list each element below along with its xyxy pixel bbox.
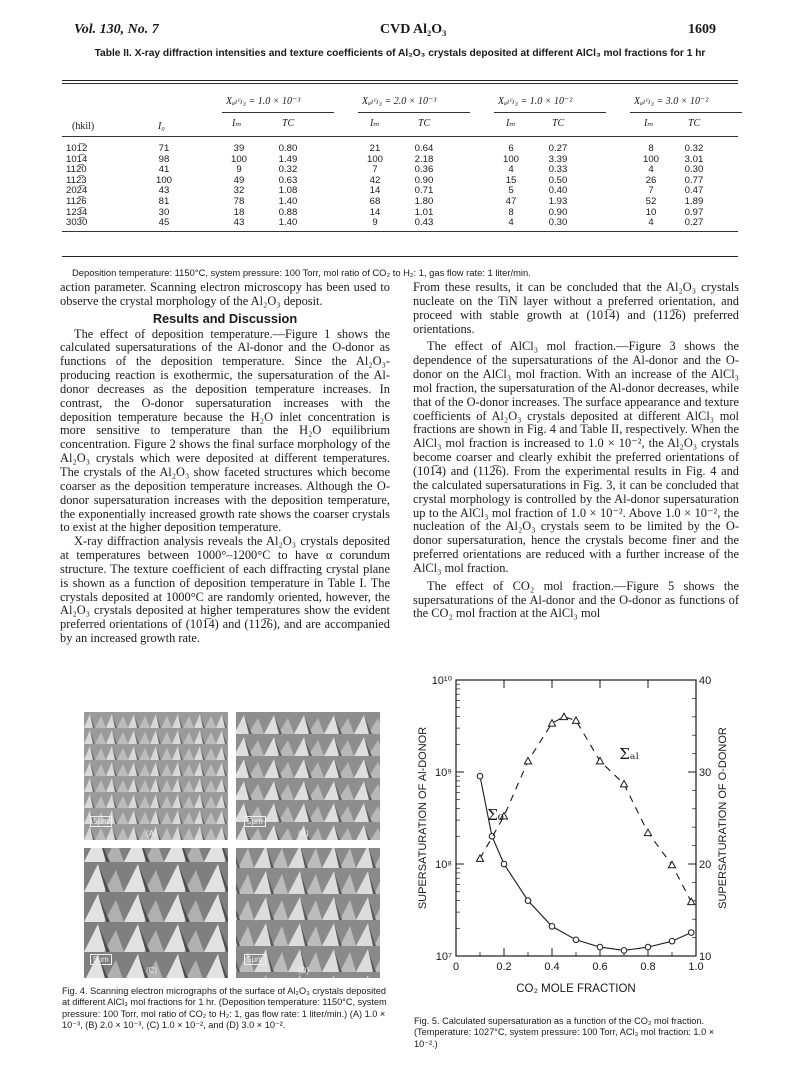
x-tick-label: 0: [452, 961, 460, 973]
col-header-im-3: Iₘ: [506, 118, 516, 129]
data-point-triangle: [644, 829, 651, 835]
table-cell: 1.40: [278, 195, 298, 207]
table-cell: 7: [372, 164, 378, 176]
table-cell: 14: [369, 185, 381, 197]
y-left-tick-label: 10⁷: [435, 951, 452, 963]
table-bottom-rule: [62, 231, 738, 232]
group-rule-2: [358, 112, 470, 113]
table-cell: 43: [233, 217, 245, 229]
paragraph: The effect of AlCl₃ mol fraction.—Figure 3 shows the dependence of the supersaturations of the Al-donor and the O-donor on the AlCl₃ mol fraction. With an increase of the AlCl₃ mol fraction, the supersaturation of the Al-donor decreases, while that of the O-donor increases. The surface appearance and texture coefficients of Al₂O₃ crystals deposited at different AlCl₃ mol fractions are shown in Fig. 4 and Table II, respectively. When the AlCl₃ mol fraction is increased to 1.0 × 10⁻², the Al₂O₃ crystals become coarser and clearly exhibit the preferred orientations of (101̅4) and (112̅6). From the experimental results in Fig. 4 and the calculated supersaturations in Fig. 3, it can be concluded that crystal morphology is controlled by the Al-donor supersaturation up to the AlCl₃ mol fraction of 1.0 × 10⁻². Above 1.0 × 10⁻², the nucleation of the Al₂O₃ crystals seem to be limited by the O-donor supersaturation, hence the crystals become finer and the preferred orientations are reduced with a further increase of the AlCl₃ mol fraction.: [413, 339, 739, 575]
group-header-1: Xₐₗᶜₗ₃ = 1.0 × 10⁻³: [226, 96, 301, 107]
table-column-im-2: [360, 144, 390, 229]
table-cell: 52: [645, 195, 657, 207]
fig5-caption: Fig. 5. Calculated supersaturation as a function of the CO₂ mol fraction. (Temperature: 1027°C, system pressure: 100 Torr, ACl₃ mol fraction: 1.0 × 10⁻².): [414, 1016, 715, 1049]
col-header-tc-2: TC: [418, 118, 431, 129]
table-cell: 26: [645, 174, 657, 186]
table-cell: 5: [508, 185, 514, 197]
table-cell: 0.32: [684, 143, 704, 154]
table-cell: 0.32: [278, 164, 298, 176]
data-point-circle: [688, 930, 694, 936]
table-cell: 0.30: [548, 217, 568, 229]
table-cell: 45: [158, 217, 170, 229]
paragraph: action parameter. Scanning electron microscopy has been used to observe the crystal morphology of the Al₂O₃ deposit.: [60, 280, 390, 308]
table-cell: 0.90: [548, 206, 568, 218]
data-point-circle: [549, 924, 555, 930]
panel-label-d: (D): [298, 966, 310, 975]
sigma-al-curve: [480, 717, 691, 902]
table-cell: 100: [230, 153, 247, 165]
data-point-circle: [573, 937, 579, 943]
table-cell: 0.71: [414, 185, 434, 197]
sigma-o-curve: [480, 776, 691, 950]
table-cell: 0.27: [548, 143, 568, 154]
table-cell: 100: [155, 174, 172, 186]
table-cell: 47: [505, 195, 517, 207]
y-right-tick-label: 30: [699, 767, 712, 779]
y-left-tick-label: 10⁹: [435, 767, 452, 779]
data-point-circle: [477, 773, 483, 779]
y-right-tick-label: 20: [699, 859, 712, 871]
fig5-chart: [408, 668, 740, 1008]
table-cell: 41: [158, 164, 170, 176]
axis-ticks: [432, 675, 712, 973]
col-header-im-4: Iₘ: [644, 118, 654, 129]
table-column-im-4: [636, 144, 666, 229]
data-point-triangle: [560, 713, 567, 719]
scale-bar-b: 5μm: [244, 816, 266, 827]
page-number: 1609: [688, 22, 716, 37]
data-point-triangle: [668, 861, 675, 867]
table-top-rule: [62, 80, 738, 81]
table-cell: 3.39: [548, 153, 568, 165]
micrograph-grid: [84, 712, 380, 978]
scale-bar-c: 5μm: [90, 954, 112, 965]
table-cell: 18: [233, 206, 245, 218]
table-cell: 0.30: [684, 164, 704, 176]
table-cell: 0.43: [414, 217, 434, 229]
table-cell: 39: [233, 143, 245, 154]
group-rule-3: [494, 112, 606, 113]
table-cell: 0.33: [548, 164, 568, 176]
left-text-column: [60, 281, 390, 646]
table-column-tc-1: [272, 144, 304, 229]
scale-bar-d: 5μm: [244, 954, 266, 965]
table-cell: 21: [369, 143, 381, 154]
table-column-tc-2: [408, 144, 440, 229]
data-point-circle: [597, 944, 603, 950]
table-top-rule-2: [62, 83, 738, 84]
fig4-micrographs: [84, 712, 380, 978]
running-header-title: CVD Al₂O₃: [380, 22, 447, 37]
series-label-sigma-al: Σₐₗ: [619, 745, 640, 764]
group-header-2: Xₐₗᶜₗ₃ = 2.0 × 10⁻³: [362, 96, 437, 107]
col-header-tc-3: TC: [552, 118, 565, 129]
table-cell: 0.88: [278, 206, 298, 218]
y-right-tick-label: 40: [699, 675, 712, 687]
table-cell: 98: [158, 153, 170, 165]
table-cell: 49: [233, 174, 245, 186]
table-cell: 0.50: [548, 174, 568, 186]
table-cell: 4: [508, 164, 514, 176]
scale-bar-a: 5μm: [90, 816, 112, 827]
table-cell: 78: [233, 195, 245, 207]
table-cell: 0.77: [684, 174, 704, 186]
table-cell: 2.18: [414, 153, 434, 165]
table-cell: 10: [645, 206, 657, 218]
paragraph: X-ray diffraction analysis reveals the Al₂O₃ crystals deposited at temperatures between 1000°–1200°C to have α corundum structure. The texture coefficient of each diffracting crystal plane is shown as a function of deposition temperature in Table I. The crystals deposited at 1000°C are randomly oriented, however, the Al₂O₃ crystals deposited at higher temperatures show the evident preferred orientations of (101̅4) and (112̅6), and are accompanied by an increased growth rate.: [60, 534, 390, 646]
table-cell: 71: [158, 143, 170, 154]
table-cell: 1.89: [684, 195, 704, 207]
table-cell: 101̅4: [66, 153, 88, 165]
x-tick-label: 1.0: [688, 961, 704, 973]
col-header-im-2: Iₘ: [370, 118, 380, 129]
group-rule-4: [630, 112, 742, 113]
table-cell: 42: [369, 174, 381, 186]
table-cell: 0.47: [684, 185, 704, 197]
y-axis-label-right: SUPERSATURATION OF O-DONOR: [717, 727, 729, 909]
table-cell: 3.01: [684, 153, 704, 165]
chart-series: [476, 713, 694, 953]
table-cell: 0.40: [548, 185, 568, 197]
section-heading: Results and Discussion: [152, 310, 298, 326]
table-cell: 0.80: [278, 143, 298, 154]
y-axis-label-left: SUPERSATURATION OF Al-DONOR: [417, 726, 429, 910]
table-cell: 0.97: [684, 206, 704, 218]
table-cell: 112̅3: [66, 174, 87, 186]
table-cell: 100: [502, 153, 519, 165]
table-cell: 100: [366, 153, 383, 165]
table-cell: 1.40: [278, 217, 298, 229]
data-point-triangle: [688, 898, 695, 904]
col-header-hkil: (hkil): [72, 121, 95, 132]
fig4-caption: Fig. 4. Scanning electron micrographs of the surface of Al₂O₃ crystals deposited at different AlCl₃ mol fractions for 1 hr. (Deposition temperature: 1150°C, system pressure: 100 Torr, mol ratio of CO₂ to H₂: 1, gas flow rate: 1 liter/min.) (A) 1.0 × 10⁻³, (B) 2.0 × 10⁻³, (C) 1.0 × 10⁻², and (D) 3.0 × 10⁻².: [62, 986, 387, 1031]
table-cell: 112̅0: [66, 164, 87, 176]
table-cell: 8: [648, 143, 654, 154]
group-header-3: Xₐₗᶜₗ₃ = 1.0 × 10⁻²: [498, 96, 573, 107]
paragraph: From these results, it can be concluded that the Al₂O₃ crystals nucleate on the TiN layer without a preferred orientation, and proceed with stable growth at (101̅4) and (112̅6) preferred orientations.: [413, 280, 739, 336]
table-column-im-3: [496, 144, 526, 229]
table-cell: 14: [369, 206, 381, 218]
panel-label-b: (B): [298, 829, 309, 838]
table-column-tc-3: [542, 144, 574, 229]
table-cell: 9: [236, 164, 242, 176]
table-cell: 1.80: [414, 195, 434, 207]
table-cell: 303̅0: [66, 217, 88, 229]
table-cell: 123̅4: [66, 206, 88, 218]
col-header-i0: I₀: [158, 121, 165, 132]
table-cell: 9: [372, 217, 378, 229]
table-column-i0: [148, 144, 180, 229]
col-header-tc-4: TC: [688, 118, 701, 129]
table-cell: 1.49: [278, 153, 298, 165]
data-point-circle: [525, 898, 531, 904]
table-column-tc-4: [678, 144, 710, 229]
col-header-tc-1: TC: [282, 118, 295, 129]
paragraph: The effect of deposition temperature.—Figure 1 shows the calculated supersaturations of the Al-donor and the O-donor as functions of the deposition temperature. Since the Al₂O₃-producing reaction is exothermic, the supersaturation of the Al-donor decreases as the deposition temperature increases. In contrast, the O-donor supersaturation increases with the deposition temperature because the H₂O inlet concentration is more sensitive to temperature than the H₂O equilibrium concentration. Figure 2 shows the final surface morphology of the Al₂O₃ crystals which were deposited at different temperatures. The crystals of the Al₂O₃ show faceted structures which become coarser as the deposition temperature increases. Although the O-donor supersaturation increases with the deposition temperature, the exponentially increased growth rate shows the coarser crystals to exist at the higher deposition temperature.: [60, 326, 390, 535]
table-cell: 0.36: [414, 164, 434, 176]
table-cell: 43: [158, 185, 170, 197]
table-cell: 0.63: [278, 174, 298, 186]
col-header-im-1: Iₘ: [232, 118, 242, 129]
table-cell: 1.08: [278, 185, 298, 197]
table-cell: 1.93: [548, 195, 568, 207]
data-point-circle: [501, 861, 507, 867]
y-left-tick-label: 10⁸: [435, 859, 452, 871]
table-footnote: Deposition temperature: 1150°C, system pressure: 100 Torr, mol ratio of CO₂ to H₂: 1, gas flow rate: 1 liter/min.: [72, 267, 531, 278]
table-cell: 4: [508, 217, 514, 229]
x-tick-label: 0.6: [592, 961, 608, 973]
x-tick-label: 0.2: [496, 961, 512, 973]
table-cell: 202̅4: [66, 185, 88, 197]
data-point-triangle: [548, 720, 555, 726]
table-column-hkil: [66, 144, 110, 229]
table-cell: 112̅6: [66, 195, 87, 207]
data-point-triangle: [572, 717, 579, 723]
paragraph: The effect of CO₂ mol fraction.—Figure 5 shows the supersaturations of the Al-donor and the O-donor as functions of the CO₂ mol fraction at the AlCl₃ mol: [413, 578, 739, 621]
data-point-triangle: [476, 855, 483, 861]
y-left-tick-label: 10¹⁰: [431, 675, 452, 687]
table-cell: 4: [648, 164, 654, 176]
right-text-column: [413, 281, 739, 621]
table-footer-rule: [62, 256, 738, 257]
table-cell: 6: [508, 143, 514, 154]
data-point-circle: [621, 948, 627, 954]
data-point-triangle: [524, 757, 531, 763]
table-cell: 0.64: [414, 143, 434, 154]
running-header-volume: Vol. 130, No. 7: [74, 22, 159, 37]
panel-label-a: (A): [146, 829, 157, 838]
group-header-4: Xₐₗᶜₗ₃ = 3.0 × 10⁻²: [634, 96, 709, 107]
data-point-circle: [645, 944, 651, 950]
table-column-im-1: [224, 144, 254, 229]
data-point-triangle: [620, 780, 627, 786]
table-cell: 101̅2: [66, 143, 88, 154]
table-cell: 0.90: [414, 174, 434, 186]
table-header-rule: [62, 136, 738, 137]
table-cell: 0.27: [684, 217, 704, 229]
data-point-circle: [669, 938, 675, 944]
y-right-tick-label: 10: [699, 951, 712, 963]
panel-label-c: (C): [146, 966, 158, 975]
table-cell: 32: [233, 185, 245, 197]
table-cell: 8: [508, 206, 514, 218]
table-cell: 4: [648, 217, 654, 229]
table-cell: 15: [505, 174, 517, 186]
table-cell: 7: [648, 185, 654, 197]
table-cell: 81: [158, 195, 170, 207]
table-cell: 30: [158, 206, 170, 218]
table-cell: 100: [642, 153, 659, 165]
data-point-triangle: [596, 757, 603, 763]
x-axis-label: CO₂ MOLE FRACTION: [516, 983, 636, 995]
table-cell: 1.01: [414, 206, 434, 218]
series-label-sigma-o: Σ₀: [487, 806, 504, 825]
table-title: Table II. X-ray diffraction intensities and texture coefficients of Al₂O₃ crystals deposited at different AlCl₃ mol fractions for 1 hr: [94, 48, 706, 59]
x-tick-label: 0.8: [640, 961, 656, 973]
x-tick-label: 0.4: [544, 961, 560, 973]
group-rule-1: [222, 112, 334, 113]
table-cell: 68: [369, 195, 381, 207]
